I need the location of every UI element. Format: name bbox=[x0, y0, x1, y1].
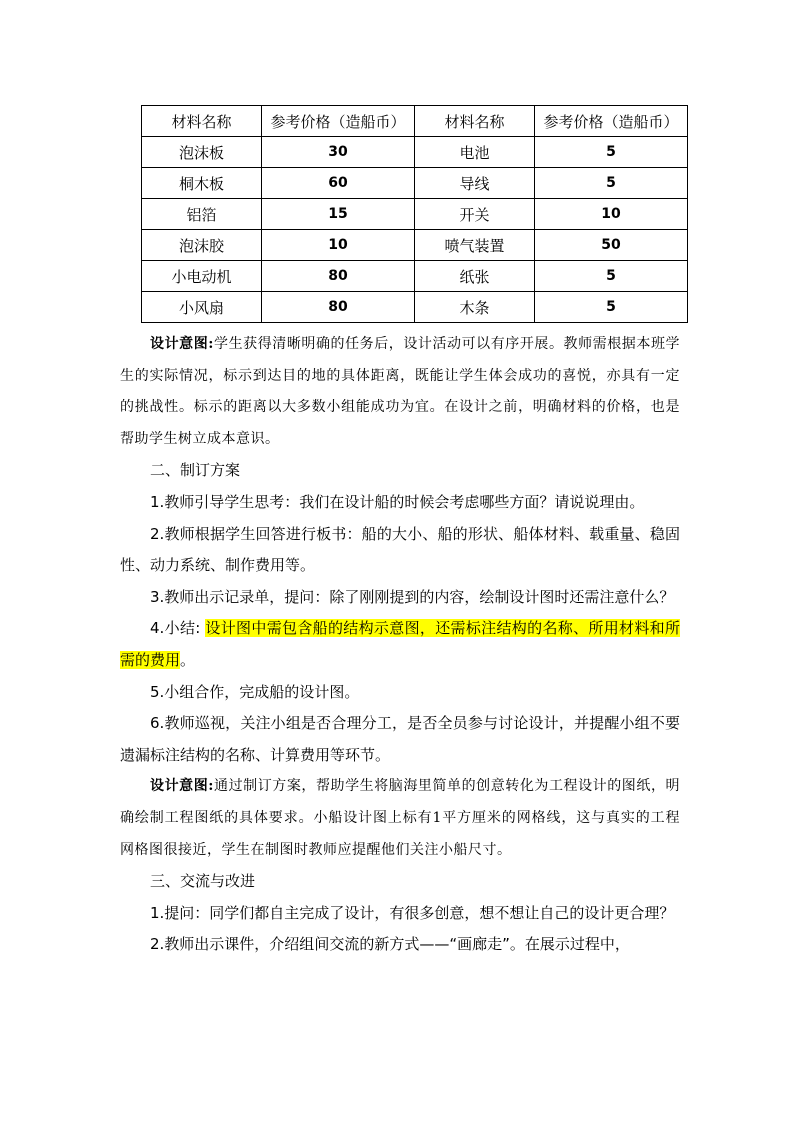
design-intent-paragraph-2 bbox=[120, 771, 680, 866]
document-body bbox=[120, 329, 680, 961]
material-cell: 桐木板 bbox=[142, 168, 262, 199]
price-cell: 5 bbox=[535, 292, 688, 323]
section-heading-2: 三、交流与改进 bbox=[150, 872, 256, 891]
table-row bbox=[142, 230, 688, 261]
material-cell: 开关 bbox=[414, 199, 534, 230]
section-heading: 二、制订方案 bbox=[150, 461, 241, 480]
summary-suffix: 。 bbox=[180, 650, 196, 669]
table-row bbox=[142, 292, 688, 323]
price-cell: 15 bbox=[262, 199, 415, 230]
highlighted-summary: 设计图中需包含船的结构示意图，还需标注结构的名称、所用材料和所需的费用 bbox=[120, 619, 680, 669]
summary-paragraph bbox=[120, 613, 680, 676]
header-material-name-2: 材料名称 bbox=[414, 106, 534, 137]
material-cell: 导线 bbox=[414, 168, 534, 199]
material-cell: 小风扇 bbox=[142, 292, 262, 323]
step-paragraph: 2.教师根据学生回答进行板书：船的大小、船的形状、船体材料、载重量、稳固性、动力系统、制作费用等。 bbox=[120, 524, 680, 575]
step-paragraph: 2.教师出示课件，介绍组间交流的新方式——“画廊走”。在展示过程中， bbox=[150, 935, 630, 954]
material-cell: 泡沫胶 bbox=[142, 230, 262, 261]
design-intent-paragraph bbox=[120, 329, 680, 455]
step-paragraph: 1.提问：同学们都自主完成了设计，有很多创意，想不想让自己的设计更合理？ bbox=[150, 903, 675, 922]
design-intent-text: 学生获得清晰明确的任务后，设计活动可以有序开展。教师需根据本班学生的实际情况，标示到达目的地的具体距离，既能让学生体会成功的喜悦，亦具有一定的挑战性。标示的距离以大多数小组能成功为宜。在设计之前，明确材料的价格，也是帮助学生树立成本意识。 bbox=[120, 336, 681, 447]
table-header-row bbox=[142, 106, 688, 137]
header-reference-price-2: 参考价格（造船币） bbox=[535, 106, 688, 137]
step-paragraph: 1.教师引导学生思考：我们在设计船的时候会考虑哪些方面？请说说理由。 bbox=[150, 492, 645, 511]
design-intent-label: 设计意图: bbox=[150, 336, 214, 352]
price-cell: 5 bbox=[535, 168, 688, 199]
material-cell: 纸张 bbox=[414, 261, 534, 292]
header-material-name: 材料名称 bbox=[142, 106, 262, 137]
materials-price-table bbox=[141, 105, 688, 323]
price-cell: 80 bbox=[262, 292, 415, 323]
step-paragraph: 5.小组合作，完成船的设计图。 bbox=[150, 682, 360, 701]
table-row bbox=[142, 199, 688, 230]
table-row bbox=[142, 137, 688, 168]
price-cell: 50 bbox=[535, 230, 688, 261]
material-cell: 铝箔 bbox=[142, 199, 262, 230]
header-reference-price: 参考价格（造船币） bbox=[262, 106, 415, 137]
table-row bbox=[142, 168, 688, 199]
price-cell: 80 bbox=[262, 261, 415, 292]
material-cell: 电池 bbox=[414, 137, 534, 168]
price-cell: 60 bbox=[262, 168, 415, 199]
material-cell: 喷气装置 bbox=[414, 230, 534, 261]
material-cell: 木条 bbox=[414, 292, 534, 323]
price-cell: 30 bbox=[262, 137, 415, 168]
price-cell: 10 bbox=[535, 199, 688, 230]
material-cell: 泡沫板 bbox=[142, 137, 262, 168]
design-intent-text-2: 通过制订方案，帮助学生将脑海里简单的创意转化为工程设计的图纸，明确绘制工程图纸的具体要求。小船设计图上标有1平方厘米的网格线，这与真实的工程网格图很接近，学生在制图时教师应提醒他们关注小船尺寸。 bbox=[120, 778, 681, 858]
material-cell: 小电动机 bbox=[142, 261, 262, 292]
price-cell: 10 bbox=[262, 230, 415, 261]
step-paragraph: 6.教师巡视，关注小组是否合理分工，是否全员参与讨论设计，并提醒小组不要遗漏标注结构的名称、计算费用等环节。 bbox=[120, 714, 680, 764]
price-cell: 5 bbox=[535, 137, 688, 168]
design-intent-label-2: 设计意图: bbox=[150, 778, 214, 795]
price-cell: 5 bbox=[535, 261, 688, 292]
step-paragraph: 3.教师出示记录单，提问：除了刚刚提到的内容，绘制设计图时还需注意什么？ bbox=[150, 587, 675, 606]
table-row bbox=[142, 261, 688, 292]
summary-prefix: 4.小结: bbox=[150, 619, 206, 638]
